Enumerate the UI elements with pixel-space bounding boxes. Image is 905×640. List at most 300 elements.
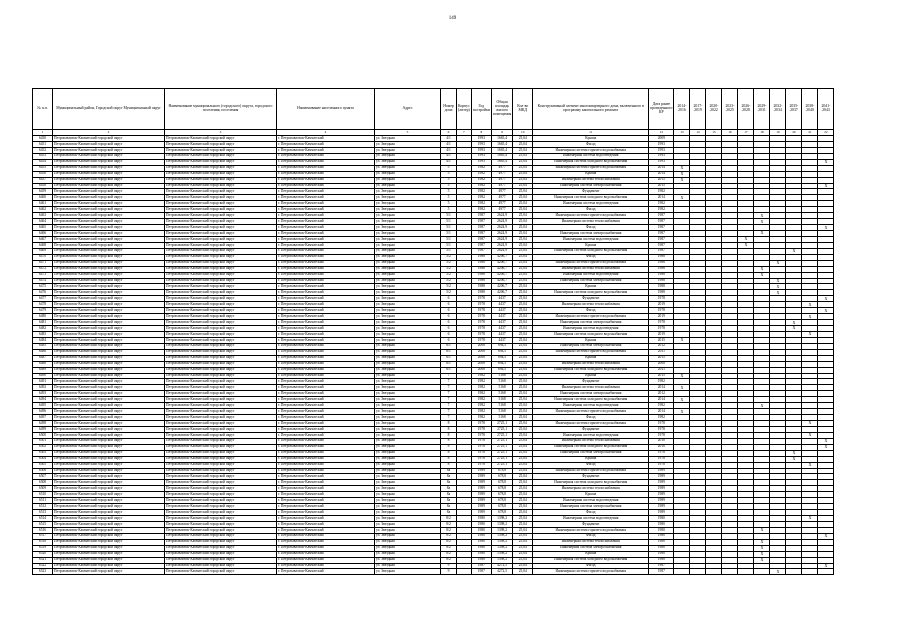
mkd-count-cell: 25,04 (513, 516, 533, 522)
district-cell: Петропавловск-Камчатский городской округ (53, 231, 165, 237)
previous-repair-date-cell: 1989 (649, 480, 674, 486)
house-number-cell: 5/2 (441, 254, 457, 260)
address-cell: ул. Звездная (375, 331, 441, 337)
area-cell: 678,8 (491, 504, 512, 510)
address-cell: ул. Звездная (375, 409, 441, 415)
structural-element-cell: Инженерная система горячего водоснабжения (533, 409, 649, 415)
previous-repair-date-cell: 1987 (649, 219, 674, 225)
address-cell: ул. Звездная (375, 438, 441, 444)
district-cell: Петропавловск-Камчатский городской округ (53, 284, 165, 290)
year-built-cell: 2008 (471, 355, 491, 361)
structural-element-cell: Инженерная система электроснабжения (533, 450, 649, 456)
address-cell: ул. Звездная (375, 266, 441, 272)
row-number-cell: 6457 (33, 177, 53, 183)
row-number-cell: 6473 (33, 272, 53, 278)
address-cell: ул. Звездная (375, 426, 441, 432)
column-header: 2029-2031 (754, 89, 770, 130)
area-cell: 2725,1 (491, 432, 512, 438)
row-number-cell: 6478 (33, 302, 53, 308)
area-cell: 5168 (491, 373, 512, 379)
period-mark: X (754, 266, 770, 272)
mkd-count-cell: 25,04 (513, 278, 533, 284)
mkd-count-cell: 25,04 (513, 225, 533, 231)
house-number-cell: 9 (441, 563, 457, 569)
locality-cell: г. Петропавловск-Камчатский (277, 504, 375, 510)
row-number-cell: 6518 (33, 539, 53, 545)
structural-element-cell: Фасад (533, 308, 649, 314)
house-number-cell: 6 (441, 326, 457, 332)
year-built-cell: 1993 (471, 136, 491, 142)
period-mark: X (770, 260, 786, 266)
previous-repair-date-cell: 2014 (649, 409, 674, 415)
previous-repair-date-cell: 2011 (649, 349, 674, 355)
year-built-cell: 1980 (471, 516, 491, 522)
area-cell: 2624,9 (491, 242, 512, 248)
structural-element-cell: Инженерная система горячего водоснабжения (533, 147, 649, 153)
address-cell: ул. Звездная (375, 569, 441, 575)
district-cell: Петропавловск-Камчатский городской округ (53, 492, 165, 498)
column-index: 5 (375, 130, 441, 136)
column-index: 6 (441, 130, 457, 136)
house-number-cell: 5 (441, 171, 457, 177)
mkd-count-cell: 25,04 (513, 290, 533, 296)
mkd-count-cell: 25,04 (513, 474, 533, 480)
settlement-cell: Петропавловск-Камчатский городской округ (165, 296, 277, 302)
structural-element-cell: Инженерная система теплоснабжения (533, 219, 649, 225)
year-built-cell: 1982 (471, 195, 491, 201)
column-index: 12 (649, 130, 674, 136)
period-mark: X (770, 290, 786, 296)
year-built-cell: 1988 (471, 272, 491, 278)
column-header: 2017-2019 (690, 89, 706, 130)
address-cell: ул. Звездная (375, 480, 441, 486)
row-number-cell: 6462 (33, 207, 53, 213)
house-number-cell: 8а (441, 504, 457, 510)
year-built-cell: 1982 (471, 397, 491, 403)
house-number-cell: 4/1 (441, 136, 457, 142)
settlement-cell: Петропавловск-Камчатский городской округ (165, 521, 277, 527)
structural-element-cell: Инженерная система холодного водоснабжения (533, 195, 649, 201)
house-number-cell: 7 (441, 403, 457, 409)
district-cell: Петропавловск-Камчатский городской округ (53, 432, 165, 438)
settlement-cell: Петропавловск-Камчатский городской округ (165, 326, 277, 332)
locality-cell: г. Петропавловск-Камчатский (277, 254, 375, 260)
column-header: 2023-2025 (722, 89, 738, 130)
settlement-cell: Петропавловск-Камчатский городской округ (165, 177, 277, 183)
mkd-count-cell: 25,04 (513, 438, 533, 444)
locality-cell: г. Петропавловск-Камчатский (277, 260, 375, 266)
address-cell: ул. Звездная (375, 320, 441, 326)
column-header: 2026-2028 (738, 89, 754, 130)
period-cell (674, 569, 690, 575)
column-header: Номер дома (441, 89, 457, 130)
district-cell: Петропавловск-Камчатский городской округ (53, 403, 165, 409)
settlement-cell: Петропавловск-Камчатский городской округ (165, 450, 277, 456)
mkd-count-cell: 25,04 (513, 385, 533, 391)
district-cell: Петропавловск-Камчатский городской округ (53, 361, 165, 367)
district-cell: Петропавловск-Камчатский городской округ (53, 385, 165, 391)
structural-element-cell: Крыша (533, 355, 649, 361)
settlement-cell: Петропавловск-Камчатский городской округ (165, 510, 277, 516)
locality-cell: г. Петропавловск-Камчатский (277, 444, 375, 450)
row-number-cell: 6485 (33, 343, 53, 349)
house-number-cell: 7 (441, 415, 457, 421)
district-cell: Петропавловск-Камчатский городской округ (53, 320, 165, 326)
locality-cell: г. Петропавловск-Камчатский (277, 159, 375, 165)
period-mark: X (818, 533, 834, 539)
structural-element-cell: Фасад (533, 225, 649, 231)
year-built-cell: 1978 (471, 450, 491, 456)
locality-cell: г. Петропавловск-Камчатский (277, 379, 375, 385)
period-mark: X (802, 462, 818, 468)
settlement-cell: Петропавловск-Камчатский городской округ (165, 141, 277, 147)
column-index: 21 (802, 130, 818, 136)
row-number-cell: 6461 (33, 201, 53, 207)
row-number-cell: 6469 (33, 248, 53, 254)
previous-repair-date-cell: 1978 (649, 432, 674, 438)
district-cell: Петропавловск-Камчатский городской округ (53, 474, 165, 480)
mkd-count-cell: 25,04 (513, 533, 533, 539)
locality-cell: г. Петропавловск-Камчатский (277, 486, 375, 492)
row-number-cell: 6512 (33, 504, 53, 510)
settlement-cell: Петропавловск-Камчатский городской округ (165, 147, 277, 153)
mkd-count-cell: 25,04 (513, 266, 533, 272)
settlement-cell: Петропавловск-Камчатский городской округ (165, 379, 277, 385)
area-cell: 678,8 (491, 498, 512, 504)
year-built-cell: 1988 (471, 284, 491, 290)
year-built-cell: 1982 (471, 391, 491, 397)
house-number-cell: 5/1 (441, 248, 457, 254)
locality-cell: г. Петропавловск-Камчатский (277, 165, 375, 171)
area-cell: 4437 (491, 337, 512, 343)
address-cell: ул. Звездная (375, 254, 441, 260)
settlement-cell: Петропавловск-Камчатский городской округ (165, 367, 277, 373)
district-cell: Петропавловск-Камчатский городской округ (53, 171, 165, 177)
district-cell: Петропавловск-Камчатский городской округ (53, 557, 165, 563)
mkd-count-cell: 25,04 (513, 320, 533, 326)
locality-cell: г. Петропавловск-Камчатский (277, 569, 375, 575)
year-built-cell: 1987 (471, 242, 491, 248)
year-built-cell: 1978 (471, 337, 491, 343)
column-index: 19 (770, 130, 786, 136)
mkd-count-cell: 25,04 (513, 527, 533, 533)
address-cell: ул. Звездная (375, 361, 441, 367)
address-cell: ул. Звездная (375, 153, 441, 159)
locality-cell: г. Петропавловск-Камчатский (277, 147, 375, 153)
district-cell: Петропавловск-Камчатский городской округ (53, 355, 165, 361)
house-number-cell: 8 (441, 450, 457, 456)
year-built-cell: 1989 (471, 480, 491, 486)
mkd-count-cell: 25,04 (513, 183, 533, 189)
district-cell: Петропавловск-Камчатский городской округ (53, 201, 165, 207)
year-built-cell: 1993 (471, 147, 491, 153)
house-number-cell: 7 (441, 409, 457, 415)
year-built-cell: 1982 (471, 171, 491, 177)
locality-cell: г. Петропавловск-Камчатский (277, 141, 375, 147)
area-cell: 5168 (491, 385, 512, 391)
mkd-count-cell: 25,04 (513, 432, 533, 438)
year-built-cell: 1988 (471, 290, 491, 296)
area-cell: 5168 (491, 415, 512, 421)
structural-element-cell: Инженерная система электроснабжения (533, 231, 649, 237)
row-number-cell: 6503 (33, 450, 53, 456)
column-index: 8 (471, 130, 491, 136)
year-built-cell: 1978 (471, 421, 491, 427)
year-built-cell: 1980 (471, 527, 491, 533)
row-number-cell: 6497 (33, 415, 53, 421)
settlement-cell: Петропавловск-Камчатский городской округ (165, 189, 277, 195)
mkd-count-cell: 25,04 (513, 308, 533, 314)
locality-cell: г. Петропавловск-Камчатский (277, 563, 375, 569)
district-cell: Петропавловск-Камчатский городской округ (53, 504, 165, 510)
year-built-cell: 1982 (471, 403, 491, 409)
row-number-cell: 6522 (33, 563, 53, 569)
period-mark: X (818, 183, 834, 189)
period-mark: X (786, 456, 802, 462)
structural-element-cell: Крыша (533, 136, 649, 142)
column-index: 16 (722, 130, 738, 136)
mkd-count-cell: 25,04 (513, 569, 533, 575)
period-mark: X (674, 397, 690, 403)
year-built-cell: 1978 (471, 331, 491, 337)
year-built-cell: 1978 (471, 456, 491, 462)
settlement-cell: Петропавловск-Камчатский городской округ (165, 136, 277, 142)
mkd-count-cell: 25,04 (513, 462, 533, 468)
previous-repair-date-cell: 2019 (649, 331, 674, 337)
year-built-cell: 1993 (471, 153, 491, 159)
mkd-count-cell: 25,04 (513, 147, 533, 153)
area-cell: 4272,5 (491, 563, 512, 569)
address-cell: ул. Звездная (375, 177, 441, 183)
year-built-cell: 1987 (471, 563, 491, 569)
locality-cell: г. Петропавловск-Камчатский (277, 474, 375, 480)
mkd-count-cell: 25,04 (513, 201, 533, 207)
row-number-cell: 6509 (33, 486, 53, 492)
locality-cell: г. Петропавловск-Камчатский (277, 480, 375, 486)
address-cell: ул. Звездная (375, 516, 441, 522)
house-number-cell: 8 (441, 432, 457, 438)
address-cell: ул. Звездная (375, 349, 441, 355)
district-cell: Петропавловск-Камчатский городской округ (53, 326, 165, 332)
settlement-cell: Петропавловск-Камчатский городской округ (165, 355, 277, 361)
house-number-cell: 8а (441, 480, 457, 486)
area-cell: 678,8 (491, 468, 512, 474)
mkd-count-cell: 25,04 (513, 379, 533, 385)
house-number-cell: 5/1 (441, 231, 457, 237)
row-number-cell: 6471 (33, 260, 53, 266)
settlement-cell: Петропавловск-Камчатский городской округ (165, 557, 277, 563)
previous-repair-date-cell: 2015 (649, 373, 674, 379)
area-cell: 694,5 (491, 361, 512, 367)
address-cell: ул. Звездная (375, 539, 441, 545)
structural-element-cell: Инженерная система водоотведения (533, 432, 649, 438)
settlement-cell: Петропавловск-Камчатский городской округ (165, 462, 277, 468)
structural-element-cell: Инженерная система теплоснабжения (533, 266, 649, 272)
settlement-cell: Петропавловск-Камчатский городской округ (165, 391, 277, 397)
settlement-cell: Петропавловск-Камчатский городской округ (165, 171, 277, 177)
year-built-cell: 1982 (471, 415, 491, 421)
previous-repair-date-cell: 1980 (649, 539, 674, 545)
mkd-count-cell: 25,04 (513, 236, 533, 242)
district-cell: Петропавловск-Камчатский городской округ (53, 189, 165, 195)
house-number-cell: 8 (441, 444, 457, 450)
address-cell: ул. Звездная (375, 510, 441, 516)
row-number-cell: 6495 (33, 403, 53, 409)
address-cell: ул. Звездная (375, 219, 441, 225)
row-number-cell: 6453 (33, 153, 53, 159)
previous-repair-date-cell: 1978 (649, 450, 674, 456)
row-number-cell: 6454 (33, 159, 53, 165)
period-mark: X (738, 236, 754, 242)
district-cell: Петропавловск-Камчатский городской округ (53, 213, 165, 219)
column-index: 2 (53, 130, 165, 136)
district-cell: Петропавловск-Камчатский городской округ (53, 183, 165, 189)
settlement-cell: Петропавловск-Камчатский городской округ (165, 260, 277, 266)
address-cell: ул. Звездная (375, 379, 441, 385)
house-number-cell: 8 (441, 426, 457, 432)
previous-repair-date-cell: 2010 (649, 438, 674, 444)
locality-cell: г. Петропавловск-Камчатский (277, 521, 375, 527)
settlement-cell: Петропавловск-Камчатский городской округ (165, 284, 277, 290)
settlement-cell: Петропавловск-Камчатский городской округ (165, 236, 277, 242)
previous-repair-date-cell: 1982 (649, 201, 674, 207)
structural-element-cell: Фасад (533, 533, 649, 539)
locality-cell: г. Петропавловск-Камчатский (277, 456, 375, 462)
area-cell: 1398,2 (491, 557, 512, 563)
house-number-cell: 5/2 (441, 290, 457, 296)
previous-repair-date-cell: 1978 (649, 326, 674, 332)
row-number-cell: 6459 (33, 189, 53, 195)
settlement-cell: Петропавловск-Камчатский городской округ (165, 266, 277, 272)
column-header: Корпус (литер) (457, 89, 472, 130)
row-number-cell: 6510 (33, 492, 53, 498)
address-cell: ул. Звездная (375, 183, 441, 189)
mkd-count-cell: 25,04 (513, 326, 533, 332)
settlement-cell: Петропавловск-Камчатский городской округ (165, 349, 277, 355)
period-mark: X (674, 177, 690, 183)
settlement-cell: Петропавловск-Камчатский городской округ (165, 343, 277, 349)
mkd-count-cell: 25,04 (513, 284, 533, 290)
house-number-cell: 5/2 (441, 284, 457, 290)
locality-cell: г. Петропавловск-Камчатский (277, 415, 375, 421)
area-cell: 2725,1 (491, 450, 512, 456)
column-header: 2041-2043 (818, 89, 834, 130)
structural-element-cell: Фундамент (533, 521, 649, 527)
house-number-cell: 7 (441, 397, 457, 403)
period-mark: X (770, 284, 786, 290)
year-built-cell: 2008 (471, 367, 491, 373)
page-number: 149 (448, 16, 457, 21)
locality-cell: г. Петропавловск-Камчатский (277, 438, 375, 444)
row-number-cell: 6491 (33, 379, 53, 385)
house-number-cell: 5/1 (441, 213, 457, 219)
settlement-cell: Петропавловск-Камчатский городской округ (165, 219, 277, 225)
house-number-cell: 7 (441, 391, 457, 397)
row-number-cell: 6488 (33, 361, 53, 367)
house-number-cell: 5 (441, 189, 457, 195)
column-index: 15 (706, 130, 722, 136)
settlement-cell: Петропавловск-Камчатский городской округ (165, 337, 277, 343)
row-number-cell: 6481 (33, 320, 53, 326)
address-cell: ул. Звездная (375, 213, 441, 219)
house-number-cell: 8а (441, 510, 457, 516)
settlement-cell: Петропавловск-Камчатский городской округ (165, 545, 277, 551)
locality-cell: г. Петропавловск-Камчатский (277, 153, 375, 159)
previous-repair-date-cell: 2011 (649, 367, 674, 373)
structural-element-cell: Инженерная система электроснабжения (533, 183, 649, 189)
previous-repair-date-cell: 1988 (649, 254, 674, 260)
period-mark: X (754, 557, 770, 563)
previous-repair-date-cell: 2019 (649, 314, 674, 320)
district-cell: Петропавловск-Камчатский городской округ (53, 480, 165, 486)
period-mark: X (674, 409, 690, 415)
address-cell: ул. Звездная (375, 225, 441, 231)
district-cell: Петропавловск-Камчатский городской округ (53, 391, 165, 397)
locality-cell: г. Петропавловск-Камчатский (277, 136, 375, 142)
period-mark: X (818, 296, 834, 302)
settlement-cell: Петропавловск-Камчатский городской округ (165, 444, 277, 450)
previous-repair-date-cell: 1980 (649, 516, 674, 522)
previous-repair-date-cell: 1987 (649, 225, 674, 231)
structural-element-cell: Инженерная система горячего водоснабжения (533, 421, 649, 427)
locality-cell: г. Петропавловск-Камчатский (277, 516, 375, 522)
locality-cell: г. Петропавловск-Камчатский (277, 302, 375, 308)
house-number-cell: 8/2 (441, 516, 457, 522)
district-cell: Петропавловск-Камчатский городской округ (53, 236, 165, 242)
area-cell: 4206,7 (491, 272, 512, 278)
address-cell: ул. Звездная (375, 551, 441, 557)
mkd-count-cell: 25,04 (513, 397, 533, 403)
previous-repair-date-cell: 1987 (649, 236, 674, 242)
house-number-cell: 5 (441, 183, 457, 189)
area-cell: 694,5 (491, 355, 512, 361)
address-cell: ул. Звездная (375, 242, 441, 248)
house-number-cell: 7 (441, 385, 457, 391)
previous-repair-date-cell: 2019 (649, 302, 674, 308)
previous-repair-date-cell: 1993 (649, 141, 674, 147)
structural-element-cell: Инженерная система электроснабжения (533, 391, 649, 397)
row-number-cell: 6523 (33, 569, 53, 575)
mkd-count-cell: 25,04 (513, 272, 533, 278)
previous-repair-date-cell: 1989 (649, 492, 674, 498)
year-built-cell: 1982 (471, 207, 491, 213)
previous-repair-date-cell: 1989 (649, 498, 674, 504)
year-built-cell: 1980 (471, 539, 491, 545)
row-number-cell: 6477 (33, 296, 53, 302)
area-cell: 678,8 (491, 510, 512, 516)
period-cell (786, 569, 802, 575)
previous-repair-date-cell: 2010 (649, 444, 674, 450)
locality-cell: г. Петропавловск-Камчатский (277, 468, 375, 474)
district-cell: Петропавловск-Камчатский городской округ (53, 456, 165, 462)
row-number-cell: 6515 (33, 521, 53, 527)
row-number-cell: 6508 (33, 480, 53, 486)
area-cell: 4272,5 (491, 569, 512, 575)
previous-repair-date-cell: 2014 (649, 397, 674, 403)
house-number-cell: 8/2 (441, 533, 457, 539)
address-cell: ул. Звездная (375, 284, 441, 290)
year-built-cell: 2008 (471, 343, 491, 349)
settlement-cell: Петропавловск-Камчатский городской округ (165, 373, 277, 379)
locality-cell: г. Петропавловск-Камчатский (277, 296, 375, 302)
house-number-cell: 6 (441, 296, 457, 302)
mkd-count-cell: 25,04 (513, 486, 533, 492)
district-cell: Петропавловск-Камчатский городской округ (53, 147, 165, 153)
settlement-cell: Петропавловск-Камчатский городской округ (165, 551, 277, 557)
address-cell: ул. Звездная (375, 373, 441, 379)
area-cell: 1665,4 (491, 153, 512, 159)
address-cell: ул. Звездная (375, 468, 441, 474)
